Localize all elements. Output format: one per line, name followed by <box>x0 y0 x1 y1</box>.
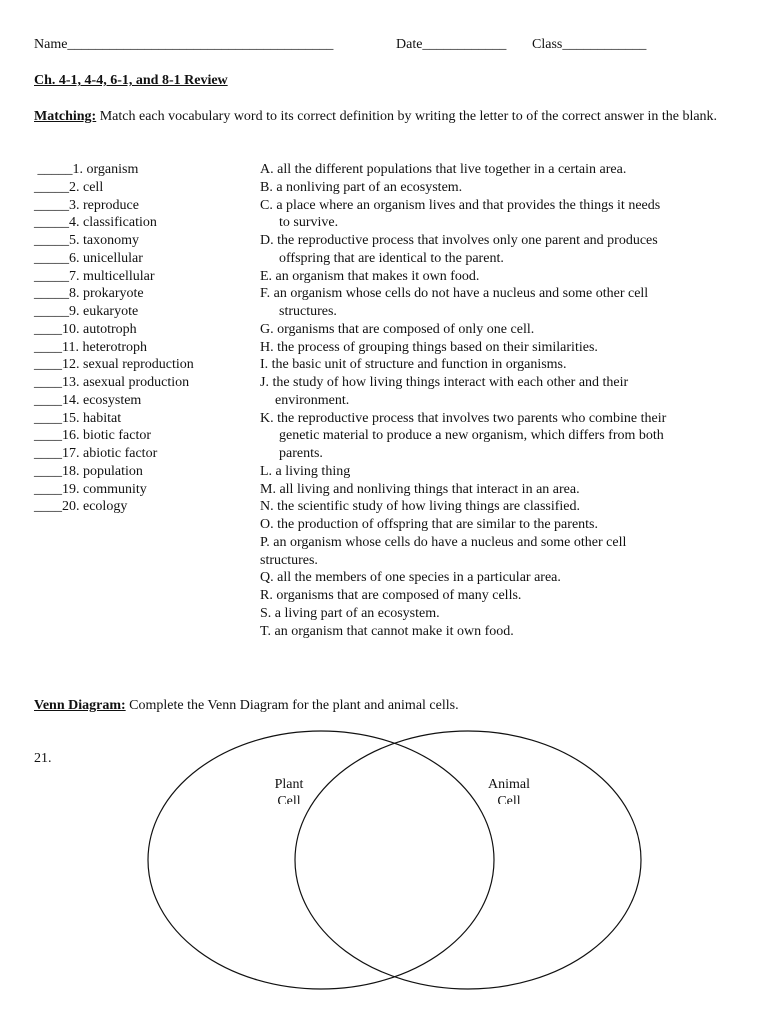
vocab-item[interactable]: ____20. ecology <box>34 499 128 515</box>
plant-cell-circle[interactable] <box>148 731 494 989</box>
vocab-item[interactable]: ____13. asexual production <box>34 375 190 390</box>
definition-continuation: genetic material to produce a new organism, which differs from both <box>279 428 664 444</box>
definition-item: B. a nonliving part of an ecosystem. <box>260 179 463 195</box>
definition-continuation: environment. <box>275 392 350 408</box>
question-number: 21. <box>34 751 52 766</box>
definition-item: Q. all the members of one species in a particular area. <box>260 570 561 586</box>
animal-label-line1: Animal <box>488 777 530 792</box>
date-line[interactable]: Date____________ <box>396 37 507 52</box>
definition-item: M. all living and nonliving things that interact in an area. <box>260 481 580 497</box>
vocab-item[interactable]: _____9. eukaryote <box>34 304 139 319</box>
vocab-item[interactable]: _____7. multicellular <box>34 268 155 284</box>
definition-continuation: structures. <box>279 304 337 319</box>
definition-continuation: structures. <box>260 552 318 568</box>
venn-heading: Venn Diagram: <box>34 698 126 713</box>
page-title: Ch. 4-1, 4-4, 6-1, and 8-1 Review <box>34 73 228 88</box>
matching-instructions-text: Match each vocabulary word to its correct definition by writing the letter to of the correct answer in the blank. <box>96 109 718 124</box>
vocab-item[interactable]: _____4. classification <box>34 215 157 231</box>
vocab-item[interactable]: ____14. ecosystem <box>34 392 142 408</box>
definition-item: I. the basic unit of structure and function in organisms. <box>260 357 567 373</box>
definition-item: F. an organism whose cells do not have a nucleus and some other cell <box>260 286 649 302</box>
vocab-item[interactable]: ____12. sexual reproduction <box>34 357 194 373</box>
vocab-item[interactable]: ____10. autotroph <box>34 321 137 337</box>
vocab-item[interactable]: ____19. community <box>34 481 147 497</box>
definition-item: E. an organism that makes it own food. <box>260 268 480 284</box>
plant-label-line2: Cell <box>277 794 301 804</box>
plant-cell-label <box>249 776 329 804</box>
vocab-item[interactable]: ____15. habitat <box>34 410 122 426</box>
definition-item: C. a place where an organism lives and that provides the things it needs <box>260 197 661 213</box>
definition-item: S. a living part of an ecosystem. <box>260 605 440 621</box>
definition-item: L. a living thing <box>260 463 351 479</box>
vocab-item[interactable]: ____18. population <box>34 463 143 479</box>
animal-cell-label <box>469 776 549 804</box>
definition-item: H. the process of grouping things based on their similarities. <box>260 339 598 355</box>
definition-continuation: offspring that are identical to the parent. <box>279 250 504 266</box>
vocab-item[interactable]: _____5. taxonomy <box>34 233 139 248</box>
class-line[interactable]: Class____________ <box>532 37 647 52</box>
vocab-item[interactable]: _____3. reproduce <box>34 197 139 213</box>
matching-heading: Matching: <box>34 109 97 124</box>
venn-instructions-text: Complete the Venn Diagram for the plant and animal cells. <box>125 698 459 713</box>
definition-item: R. organisms that are composed of many cells. <box>260 588 522 603</box>
definition-item: A. all the different populations that live together in a certain area. <box>260 162 627 177</box>
vocab-item[interactable]: ____16. biotic factor <box>34 428 152 444</box>
definition-item: K. the reproductive process that involves two parents who combine their <box>260 410 667 426</box>
plant-label-line1: Plant <box>274 777 304 792</box>
definition-continuation: parents. <box>279 446 323 461</box>
definition-item: T. an organism that cannot make it own food. <box>260 623 514 639</box>
animal-cell-circle[interactable] <box>295 731 641 989</box>
vocab-item[interactable]: _____8. prokaryote <box>34 286 144 302</box>
definition-item: N. the scientific study of how living things are classified. <box>260 499 580 515</box>
definition-continuation: to survive. <box>279 215 339 231</box>
vocab-item[interactable]: ____11. heterotroph <box>34 339 148 355</box>
definition-item: G. organisms that are composed of only one cell. <box>260 321 535 337</box>
definition-item: D. the reproductive process that involves only one parent and produces <box>260 233 658 248</box>
vocab-item[interactable]: _____2. cell <box>34 179 104 195</box>
vocab-item[interactable]: ____17. abiotic factor <box>34 446 158 461</box>
definition-item: O. the production of offspring that are similar to the parents. <box>260 517 598 532</box>
definition-item: P. an organism whose cells do have a nucleus and some other cell <box>260 534 627 550</box>
name-line[interactable]: Name______________________________________ <box>34 37 334 52</box>
definition-item: J. the study of how living things interact with each other and their <box>260 375 629 390</box>
vocab-item[interactable]: _____1. organism <box>34 162 139 177</box>
animal-label-line2: Cell <box>497 794 521 804</box>
vocab-item[interactable]: _____6. unicellular <box>34 250 143 266</box>
